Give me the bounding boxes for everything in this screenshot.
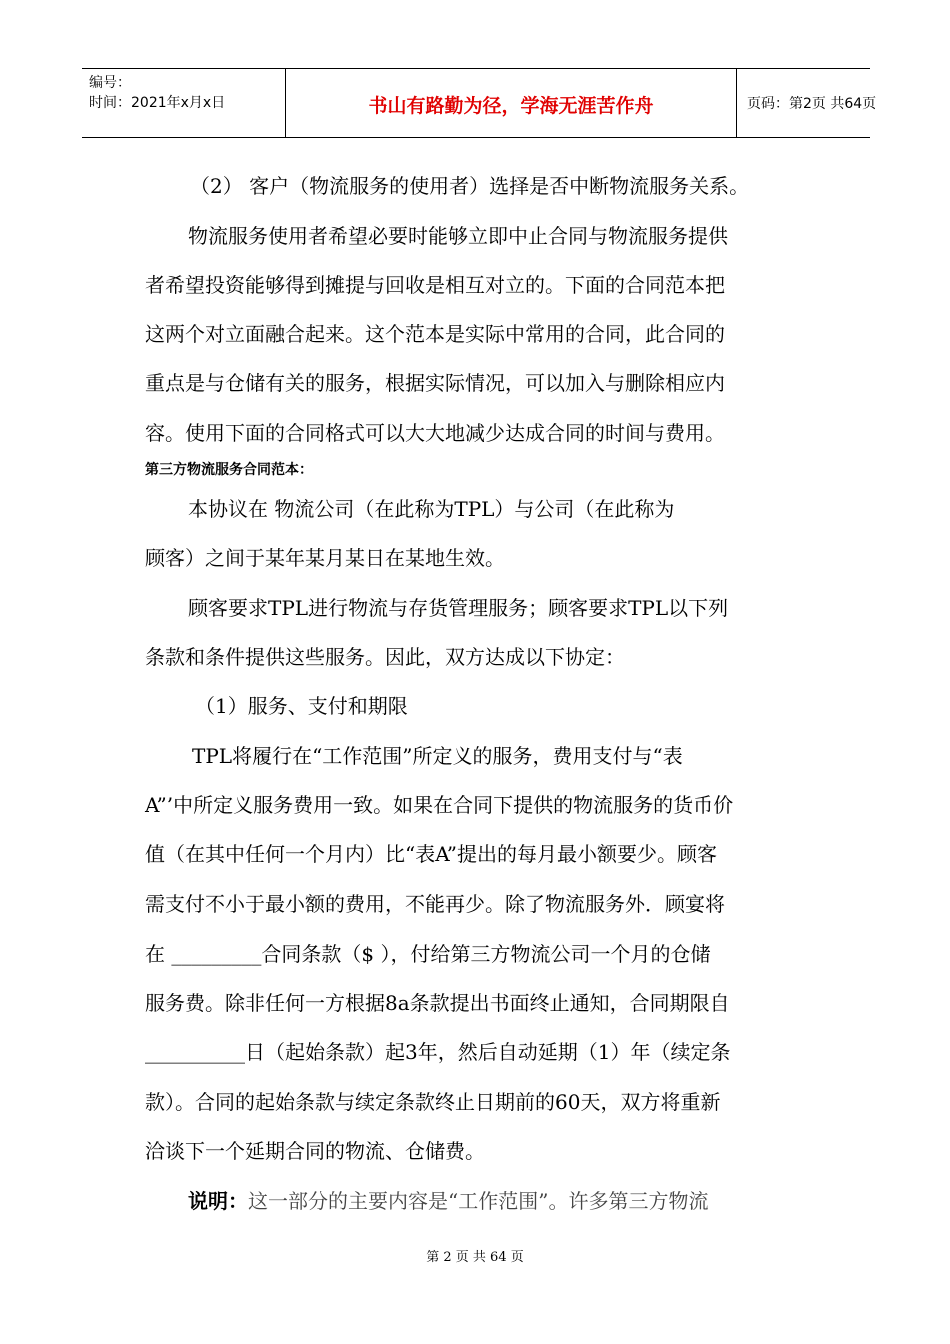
body-line: A”’中所定义服务费用一致。如果在合同下提供的物流服务的货币价 xyxy=(145,793,734,817)
body-line: 本协议在 物流公司（在此称为TPL）与公司（在此称为 xyxy=(188,497,675,521)
body-line: 值（在其中任何一个月内）比“表A”提出的每月最小额要少。顾客 xyxy=(145,842,717,866)
clause-heading: （1）服务、支付和期限 xyxy=(195,694,408,718)
body-line: 容。使用下面的合同格式可以大大地减少达成合同的时间与费用。 xyxy=(145,421,725,445)
note-label: 说明： xyxy=(188,1189,248,1213)
body-line: 顾客）之间于某年某月某日在某地生效。 xyxy=(145,546,505,570)
document-date-label: 时间：2021年x月x日 xyxy=(89,95,226,111)
body-line: __________日（起始条款）起3年，然后自动延期（1）年（续定条 xyxy=(145,1040,731,1064)
body-line: 在 _________合同条款（$ ），付给第三方物流公司一个月的仓储 xyxy=(145,942,711,966)
body-line: 重点是与仓储有关的服务，根据实际情况，可以加入与删除相应内 xyxy=(145,371,725,395)
body-line: 服务费。除非任何一方根据8a条款提出书面终止通知，合同期限自 xyxy=(145,991,730,1015)
body-line: 物流服务使用者希望必要时能够立即中止合同与物流服务提供 xyxy=(188,224,728,248)
page-footer: 第 2 页 共 64 页 xyxy=(426,1250,524,1265)
header-motto: 书山有路勤为径，学海无涯苦作舟 xyxy=(368,95,654,117)
body-line: 顾客要求TPL进行物流与存货管理服务；顾客要求TPL以下列 xyxy=(188,596,729,620)
body-line: 者希望投资能够得到摊提与回收是相互对立的。下面的合同范本把 xyxy=(145,273,725,297)
body-line: 条款和条件提供这些服务。因此，双方达成以下协定： xyxy=(145,645,625,669)
header-left-cell xyxy=(82,69,286,137)
body-line: 需支付不小于最小额的费用，不能再少。除了物流服务外．顾宴将 xyxy=(145,892,725,916)
body-line: （2） 客户（物流服务的使用者）选择是否中断物流服务关系。 xyxy=(190,174,750,198)
body-line: 这两个对立面融合起来。这个范本是实际中常用的合同，此合同的 xyxy=(145,322,725,346)
body-line: 款）。合同的起始条款与续定条款终止日期前的60天，双方将重新 xyxy=(145,1090,721,1114)
document-number-label: 编号： xyxy=(89,75,131,91)
page-header xyxy=(82,68,877,138)
header-page-code: 页码：第2页 共64页 xyxy=(747,96,877,112)
header-motto-cell xyxy=(286,69,737,137)
note-line xyxy=(188,1187,853,1215)
header-page-cell xyxy=(737,69,877,137)
section-heading: 第三方物流服务合同范本： xyxy=(145,462,313,478)
note-text: 这一部分的主要内容是“工作范围”。许多第三方物流 xyxy=(248,1189,709,1213)
body-line: TPL将履行在“工作范围”所定义的服务，费用支付与“表 xyxy=(192,744,683,768)
body-line: 洽谈下一个延期合同的物流、仓储费。 xyxy=(145,1139,485,1163)
